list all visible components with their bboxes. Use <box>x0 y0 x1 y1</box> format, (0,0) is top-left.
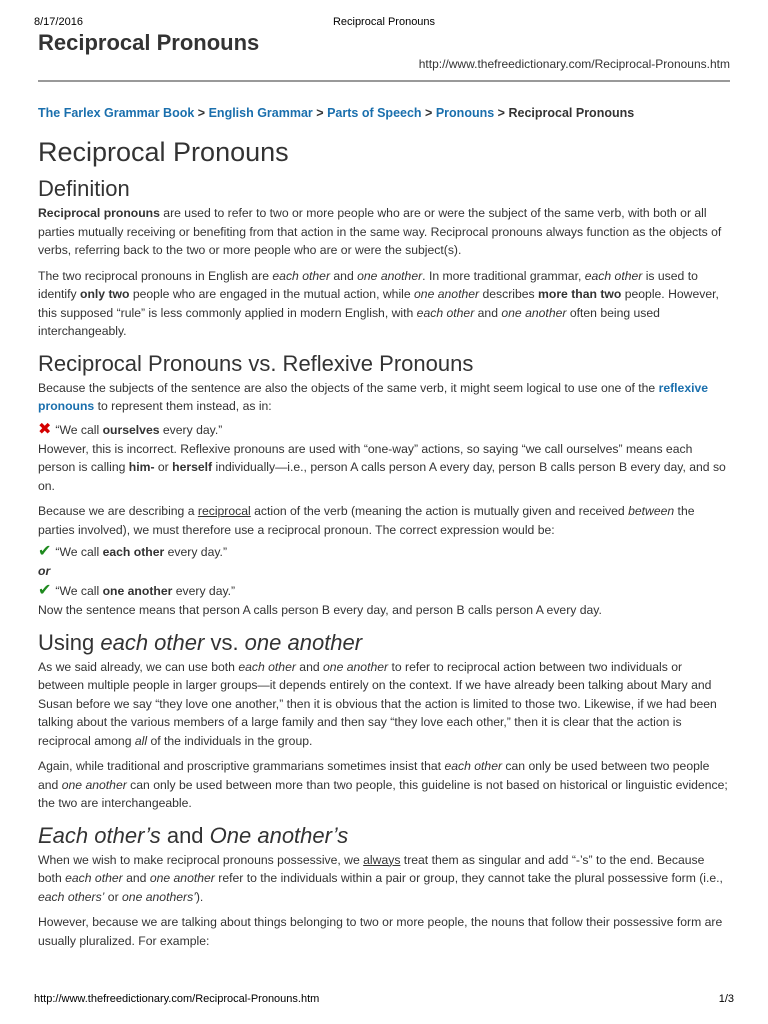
text-span: or <box>154 460 173 474</box>
text-span: When we wish to make reciprocal pronouns possessive, we <box>38 852 364 867</box>
section-heading-vs-reflexive: Reciprocal Pronouns vs. Reflexive Pronouns <box>38 350 474 376</box>
emphasis-all: all <box>134 733 148 748</box>
text-span: and <box>474 305 502 320</box>
example-pronoun: ourselves <box>102 422 160 437</box>
reflexive-pronouns-link[interactable]: reflexive pronouns <box>38 380 709 413</box>
section-heading-using <box>38 630 730 656</box>
reflexive-paragraph-4: Now the sentence means that person A calls person B every day, and person B calls person A every day. <box>38 603 602 617</box>
breadcrumb-separator: > <box>497 106 505 120</box>
emphasis-only-two: only two <box>80 287 130 301</box>
term-each-other: each other <box>416 305 475 320</box>
breadcrumb-current: Reciprocal Pronouns <box>508 106 635 120</box>
breadcrumb-separator: > <box>197 106 206 120</box>
definition-paragraph-1 <box>38 204 730 260</box>
breadcrumb-link-pronouns[interactable]: Pronouns <box>435 106 495 120</box>
underlined-reciprocal: reciprocal <box>197 504 251 518</box>
text-span: or <box>104 889 123 904</box>
text-span: Because we are describing a <box>38 504 198 518</box>
text-span: are used to refer to two or more people who are or were the subject of the same verb, with both or all parties mutually receiving or benefiting from that action in the same way. Reciprocal pronouns always function as the objects of verbs, referring back to the two or more people who are or were the subject(s). <box>38 206 722 257</box>
emphasis-more-than-two: more than two <box>538 287 622 301</box>
reflexive-paragraph-1 <box>38 379 730 416</box>
text-span: can only be used between two people and <box>38 759 710 792</box>
term-one-another: one another <box>149 871 215 885</box>
breadcrumb-link-grammar-book[interactable]: The Farlex Grammar Book <box>38 106 195 120</box>
heading-term-each-other: each other <box>100 629 205 655</box>
text-span: . In more traditional grammar, <box>422 268 585 283</box>
text-span: is used to identify <box>38 268 698 301</box>
term-each-other: each other <box>584 268 643 283</box>
text-span: action of the verb (meaning the action is mutually given and received <box>250 504 629 518</box>
text-span: and <box>122 871 150 885</box>
term-each-others: each others’ <box>38 889 105 904</box>
text-span: every day.” <box>159 422 223 437</box>
underlined-always: always <box>363 852 401 867</box>
text-span: However, this is incorrect. Reflexive pronouns are used with “one-way” actions, so saying “we call ourselves” means each person is calling <box>38 441 693 474</box>
article-content <box>38 104 730 957</box>
text-span: The two reciprocal pronouns in English are <box>38 268 273 283</box>
header-divider <box>38 80 730 82</box>
heading-term-each-others: Each other’s <box>38 822 161 848</box>
check-icon: ✔ <box>38 582 52 599</box>
section-heading-possessive <box>38 823 730 849</box>
term-one-another: one another <box>414 287 480 301</box>
text-span: to refer to reciprocal action between two individuals or between multiple people in larger groups—it depends entirely on the context. If we have already been talking about Mary and Susan before we say “they love one another,” then it is obvious that the action is limited to those two. Likewise, if we had been talking about the various members of a large family and then say “they love each other,” then it is clear that the action is reciprocal among <box>38 659 717 748</box>
text-span: vs. <box>204 629 245 655</box>
definition-paragraph-2 <box>38 267 730 341</box>
text-span: to represent them instead, as in: <box>94 399 272 413</box>
text-span: and <box>295 659 324 674</box>
possessive-paragraph-1 <box>38 851 730 907</box>
heading-term-one-another: one another <box>244 629 363 655</box>
text-span: “We call <box>55 545 103 559</box>
example-pronoun: one another <box>102 584 173 598</box>
site-url: http://www.thefreedictionary.com/Reciprocal-Pronouns.htm <box>418 57 730 71</box>
term-each-other: each other <box>444 759 503 773</box>
text-span: As we said already, we can use both <box>38 659 239 674</box>
breadcrumb-separator: > <box>425 106 433 120</box>
breadcrumb-link-english-grammar[interactable]: English Grammar <box>208 106 313 120</box>
term-one-another: one another <box>323 659 389 674</box>
text-span: every day.” <box>172 584 236 598</box>
emphasis-him: him- <box>128 460 155 474</box>
text-span: people. However, this supposed “rule” is less commonly applied in modern English, with <box>38 287 719 320</box>
text-span: individually—i.e., person A calls person A every day, person B calls person B every day, and so on. <box>38 460 726 493</box>
using-paragraph-1 <box>38 658 730 751</box>
print-date: 8/17/2016 <box>34 16 83 28</box>
breadcrumb-separator: > <box>316 106 324 120</box>
breadcrumb-link-parts-of-speech[interactable]: Parts of Speech <box>327 106 422 120</box>
term-each-other: each other <box>238 659 296 674</box>
text-span: and <box>330 268 358 283</box>
term-one-another: one another <box>501 305 567 320</box>
site-title: Reciprocal Pronouns <box>38 30 260 55</box>
text-span: Because the subjects of the sentence are also the objects of the same verb, it might seem logical to use one of the <box>38 380 659 395</box>
text-span: treat them as singular and add “-’s” to the end. Because both <box>38 852 705 885</box>
term-one-another: one another <box>61 777 127 792</box>
text-span: “We call <box>55 422 103 437</box>
term-each-other: each other <box>65 871 123 885</box>
using-paragraph-2 <box>38 757 730 813</box>
text-span: ). <box>195 889 204 904</box>
page-number: 1/3 <box>718 993 734 1005</box>
text-span: refer to the individuals within a pair or group, they cannot take the plural possessive form (i.e., <box>214 871 723 885</box>
emphasis-between: between <box>628 504 675 518</box>
heading-term-one-anothers: One another’s <box>209 822 349 848</box>
text-span: can only be used between more than two people, this guideline is not based on historical or linguistic evidence; the two are interchangeable. <box>38 777 728 810</box>
text-span: Using <box>38 629 101 655</box>
reflexive-paragraph-2 <box>38 440 730 496</box>
incorrect-example <box>38 420 730 440</box>
text-span: describes <box>479 287 539 301</box>
text-span: people who are engaged in the mutual action, while <box>129 287 415 301</box>
term-each-other: each other <box>272 268 330 283</box>
text-span: and <box>160 822 210 848</box>
section-heading-definition: Definition <box>38 176 130 201</box>
or-separator: or <box>38 564 51 578</box>
example-pronoun: each other <box>102 545 165 559</box>
term-reciprocal-pronouns: Reciprocal pronouns <box>38 206 160 220</box>
print-header <box>34 16 734 30</box>
text-span: often being used interchangeably. <box>38 305 660 338</box>
correct-example-2 <box>38 581 730 601</box>
correct-example-1 <box>38 542 730 562</box>
text-span: every day.” <box>164 545 227 559</box>
term-one-anothers: one anothers’ <box>122 889 196 904</box>
term-one-another: one another <box>357 268 423 283</box>
footer-url: http://www.thefreedictionary.com/Reciprocal-Pronouns.htm <box>34 993 320 1005</box>
text-span: of the individuals in the group. <box>147 733 313 748</box>
breadcrumb <box>38 104 730 122</box>
text-span: the parties involved), we must therefore use a reciprocal pronoun. The correct expression would be: <box>38 504 695 537</box>
reflexive-paragraph-3 <box>38 502 730 539</box>
possessive-paragraph-2: However, because we are talking about things belonging to two or more people, the nouns that follow their possessive form are usually pluralized. For example: <box>38 915 723 948</box>
text-span: Again, while traditional and proscriptive grammarians sometimes insist that <box>38 759 445 773</box>
emphasis-herself: herself <box>172 460 213 474</box>
page-title: Reciprocal Pronouns <box>38 137 289 167</box>
print-doc-title: Reciprocal Pronouns <box>332 16 436 28</box>
cross-icon: ✖ <box>38 420 52 438</box>
text-span: “We call <box>55 584 103 598</box>
check-icon: ✔ <box>38 543 52 560</box>
